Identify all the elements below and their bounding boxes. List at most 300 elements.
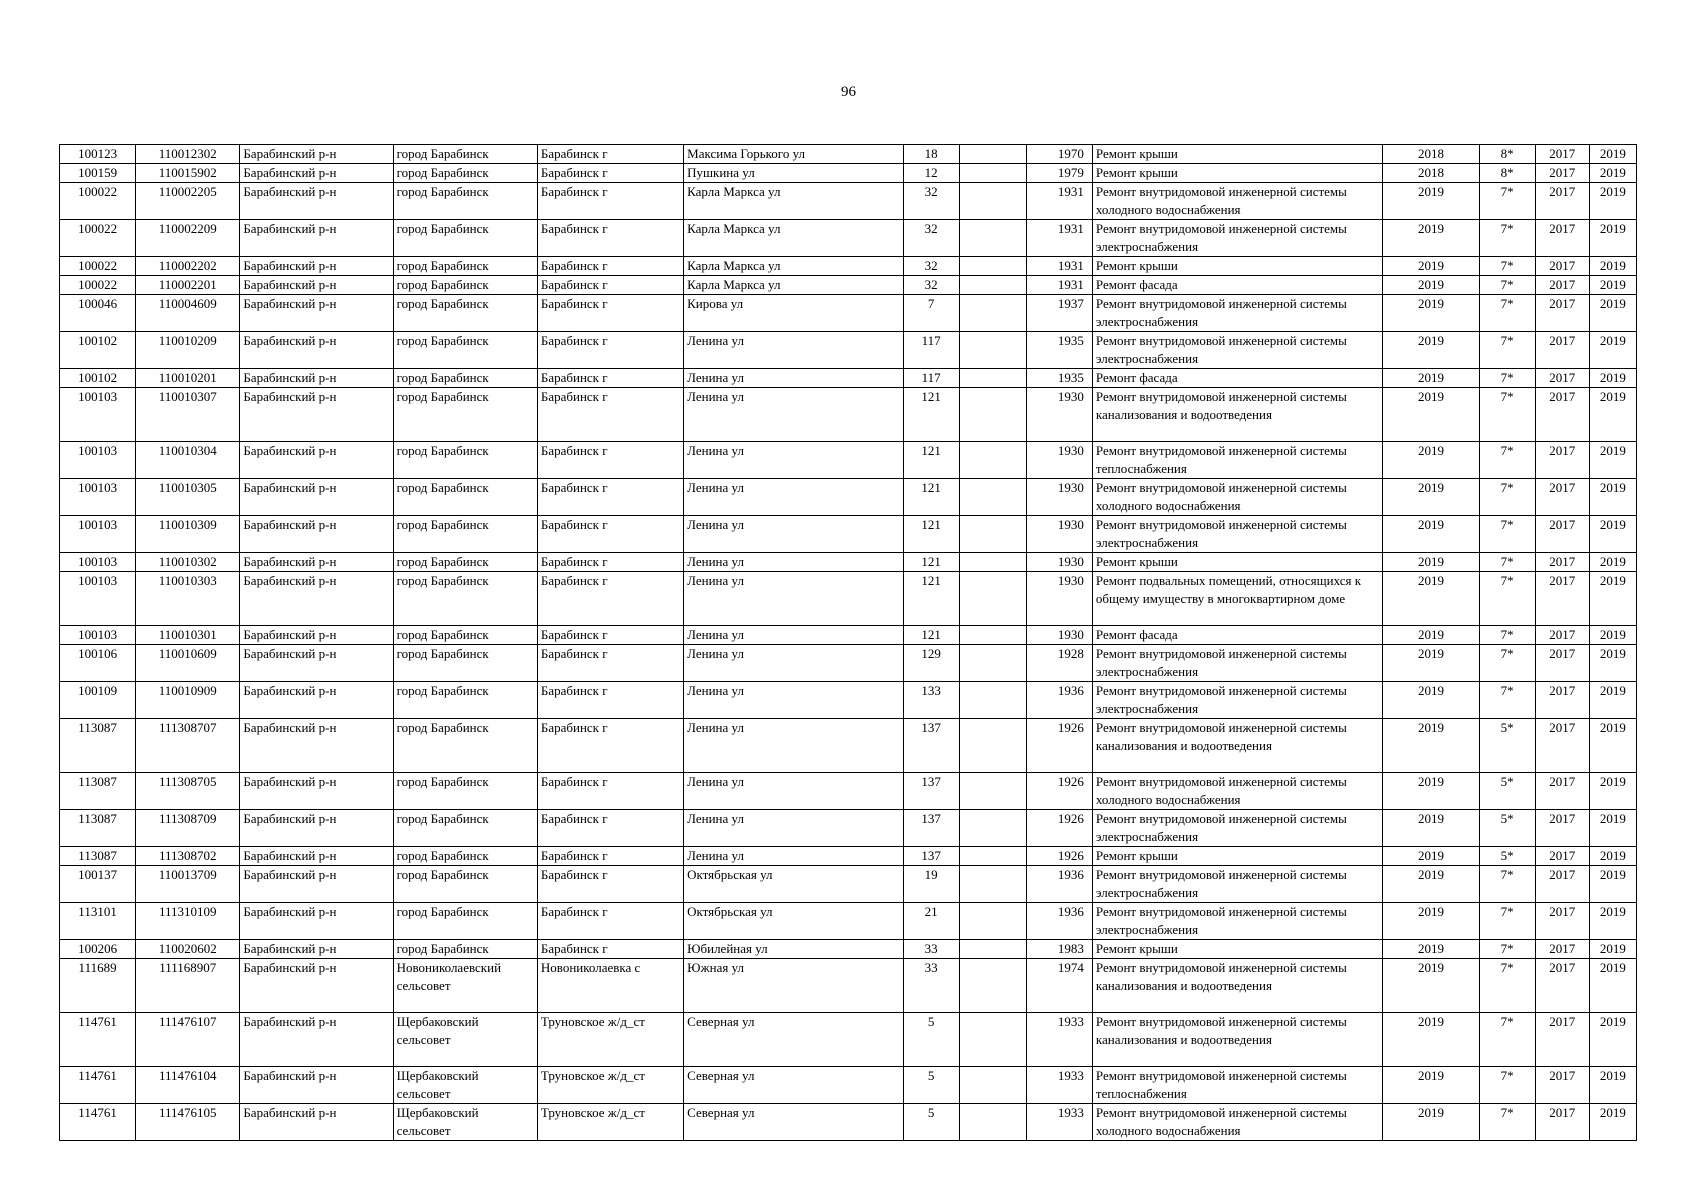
cell-plan-year: 2019 <box>1383 220 1479 257</box>
table-row <box>60 479 1637 516</box>
cell-priority: 8* <box>1479 164 1535 183</box>
cell-period-start: 2017 <box>1535 332 1589 369</box>
table-row <box>60 810 1637 847</box>
cell-house-number: 5 <box>903 1013 959 1067</box>
cell-building <box>959 682 1026 719</box>
cell-municipality: Щербаковский сельсовет <box>393 1104 537 1141</box>
cell-building <box>959 553 1026 572</box>
cell-building <box>959 332 1026 369</box>
cell-municipality: Щербаковский сельсовет <box>393 1013 537 1067</box>
cell-priority: 7* <box>1479 645 1535 682</box>
cell-period-start: 2017 <box>1535 572 1589 626</box>
cell-building <box>959 145 1026 164</box>
cell-period-start: 2017 <box>1535 940 1589 959</box>
cell-work-id: 110010302 <box>136 553 240 572</box>
cell-house-id: 100123 <box>60 145 136 164</box>
cell-plan-year: 2019 <box>1383 553 1479 572</box>
cell-work-id: 111476105 <box>136 1104 240 1141</box>
cell-period-end: 2019 <box>1589 220 1636 257</box>
cell-house-id: 100159 <box>60 164 136 183</box>
cell-house-number: 121 <box>903 516 959 553</box>
cell-district: Барабинский р-н <box>240 645 393 682</box>
cell-priority: 7* <box>1479 295 1535 332</box>
cell-work-id: 110015902 <box>136 164 240 183</box>
cell-priority: 5* <box>1479 773 1535 810</box>
cell-period-end: 2019 <box>1589 164 1636 183</box>
cell-year-built: 1928 <box>1026 645 1092 682</box>
cell-house-number: 121 <box>903 442 959 479</box>
cell-settlement: Барабинск г <box>537 516 683 553</box>
cell-plan-year: 2019 <box>1383 773 1479 810</box>
cell-municipality: Новониколаевский сельсовет <box>393 959 537 1013</box>
cell-work-type: Ремонт подвальных помещений, относящихся к общему имуществу в многоквартирном доме <box>1092 572 1383 626</box>
cell-house-number: 32 <box>903 220 959 257</box>
table-row <box>60 773 1637 810</box>
cell-house-number: 129 <box>903 645 959 682</box>
cell-year-built: 1926 <box>1026 719 1092 773</box>
cell-settlement: Труновское ж/д_ст <box>537 1104 683 1141</box>
cell-work-type: Ремонт крыши <box>1092 145 1383 164</box>
cell-street: Ленина ул <box>684 516 903 553</box>
cell-house-number: 21 <box>903 903 959 940</box>
cell-work-type: Ремонт фасада <box>1092 626 1383 645</box>
cell-house-id: 100103 <box>60 479 136 516</box>
cell-building <box>959 220 1026 257</box>
cell-work-id: 110010909 <box>136 682 240 719</box>
cell-work-type: Ремонт крыши <box>1092 257 1383 276</box>
cell-period-end: 2019 <box>1589 645 1636 682</box>
cell-building <box>959 572 1026 626</box>
cell-period-start: 2017 <box>1535 479 1589 516</box>
cell-house-id: 113087 <box>60 773 136 810</box>
cell-period-end: 2019 <box>1589 442 1636 479</box>
cell-priority: 7* <box>1479 442 1535 479</box>
table-row <box>60 332 1637 369</box>
cell-priority: 7* <box>1479 332 1535 369</box>
cell-district: Барабинский р-н <box>240 773 393 810</box>
cell-work-id: 110010303 <box>136 572 240 626</box>
cell-year-built: 1974 <box>1026 959 1092 1013</box>
cell-period-end: 2019 <box>1589 332 1636 369</box>
cell-plan-year: 2019 <box>1383 257 1479 276</box>
cell-priority: 7* <box>1479 1104 1535 1141</box>
cell-house-id: 100022 <box>60 183 136 220</box>
cell-district: Барабинский р-н <box>240 164 393 183</box>
cell-street: Карла Маркса ул <box>684 220 903 257</box>
cell-priority: 7* <box>1479 276 1535 295</box>
cell-settlement: Барабинск г <box>537 645 683 682</box>
cell-period-end: 2019 <box>1589 626 1636 645</box>
cell-building <box>959 940 1026 959</box>
cell-priority: 7* <box>1479 183 1535 220</box>
table-row <box>60 164 1637 183</box>
cell-year-built: 1930 <box>1026 442 1092 479</box>
cell-house-number: 5 <box>903 1067 959 1104</box>
cell-year-built: 1931 <box>1026 276 1092 295</box>
cell-priority: 5* <box>1479 847 1535 866</box>
cell-priority: 7* <box>1479 959 1535 1013</box>
cell-house-number: 33 <box>903 959 959 1013</box>
table-row <box>60 220 1637 257</box>
cell-municipality: город Барабинск <box>393 516 537 553</box>
cell-house-id: 100109 <box>60 682 136 719</box>
cell-year-built: 1983 <box>1026 940 1092 959</box>
cell-district: Барабинский р-н <box>240 810 393 847</box>
cell-work-type: Ремонт фасада <box>1092 276 1383 295</box>
cell-priority: 7* <box>1479 516 1535 553</box>
cell-district: Барабинский р-н <box>240 719 393 773</box>
cell-house-id: 100137 <box>60 866 136 903</box>
cell-year-built: 1930 <box>1026 388 1092 442</box>
cell-work-type: Ремонт внутридомовой инженерной системы электроснабжения <box>1092 903 1383 940</box>
cell-municipality: город Барабинск <box>393 276 537 295</box>
table-row <box>60 276 1637 295</box>
cell-house-id: 114761 <box>60 1013 136 1067</box>
cell-municipality: город Барабинск <box>393 773 537 810</box>
cell-settlement: Барабинск г <box>537 442 683 479</box>
cell-plan-year: 2019 <box>1383 183 1479 220</box>
cell-house-number: 7 <box>903 295 959 332</box>
cell-work-id: 110010307 <box>136 388 240 442</box>
cell-district: Барабинский р-н <box>240 866 393 903</box>
cell-period-start: 2017 <box>1535 1067 1589 1104</box>
cell-priority: 7* <box>1479 369 1535 388</box>
table-row <box>60 719 1637 773</box>
cell-year-built: 1931 <box>1026 257 1092 276</box>
table-row <box>60 1067 1637 1104</box>
cell-street: Северная ул <box>684 1067 903 1104</box>
cell-building <box>959 164 1026 183</box>
cell-house-id: 100103 <box>60 442 136 479</box>
cell-building <box>959 1067 1026 1104</box>
cell-settlement: Барабинск г <box>537 220 683 257</box>
cell-municipality: город Барабинск <box>393 388 537 442</box>
cell-work-id: 111308705 <box>136 773 240 810</box>
cell-period-start: 2017 <box>1535 553 1589 572</box>
cell-municipality: город Барабинск <box>393 183 537 220</box>
cell-period-end: 2019 <box>1589 940 1636 959</box>
cell-priority: 7* <box>1479 1067 1535 1104</box>
cell-house-number: 121 <box>903 626 959 645</box>
cell-year-built: 1930 <box>1026 516 1092 553</box>
cell-building <box>959 388 1026 442</box>
cell-district: Барабинский р-н <box>240 332 393 369</box>
cell-settlement: Труновское ж/д_ст <box>537 1013 683 1067</box>
cell-plan-year: 2019 <box>1383 1013 1479 1067</box>
table-row <box>60 959 1637 1013</box>
cell-plan-year: 2019 <box>1383 645 1479 682</box>
cell-house-number: 18 <box>903 145 959 164</box>
cell-municipality: город Барабинск <box>393 164 537 183</box>
cell-settlement: Барабинск г <box>537 773 683 810</box>
cell-year-built: 1936 <box>1026 903 1092 940</box>
cell-year-built: 1930 <box>1026 572 1092 626</box>
cell-period-start: 2017 <box>1535 369 1589 388</box>
cell-street: Ленина ул <box>684 626 903 645</box>
cell-period-end: 2019 <box>1589 257 1636 276</box>
cell-year-built: 1931 <box>1026 183 1092 220</box>
cell-plan-year: 2019 <box>1383 479 1479 516</box>
cell-year-built: 1926 <box>1026 847 1092 866</box>
cell-work-id: 111308709 <box>136 810 240 847</box>
cell-settlement: Барабинск г <box>537 719 683 773</box>
cell-municipality: город Барабинск <box>393 479 537 516</box>
cell-building <box>959 903 1026 940</box>
cell-year-built: 1926 <box>1026 773 1092 810</box>
cell-house-id: 100103 <box>60 572 136 626</box>
cell-year-built: 1930 <box>1026 553 1092 572</box>
cell-work-id: 110010304 <box>136 442 240 479</box>
cell-period-start: 2017 <box>1535 388 1589 442</box>
cell-building <box>959 847 1026 866</box>
cell-priority: 8* <box>1479 145 1535 164</box>
cell-settlement: Барабинск г <box>537 903 683 940</box>
cell-building <box>959 479 1026 516</box>
cell-building <box>959 645 1026 682</box>
cell-priority: 7* <box>1479 626 1535 645</box>
cell-house-number: 32 <box>903 183 959 220</box>
table-row <box>60 369 1637 388</box>
cell-district: Барабинский р-н <box>240 903 393 940</box>
cell-street: Кирова ул <box>684 295 903 332</box>
cell-building <box>959 295 1026 332</box>
cell-work-id: 111310109 <box>136 903 240 940</box>
cell-plan-year: 2019 <box>1383 572 1479 626</box>
cell-house-id: 100206 <box>60 940 136 959</box>
cell-year-built: 1935 <box>1026 369 1092 388</box>
cell-municipality: Щербаковский сельсовет <box>393 1067 537 1104</box>
cell-period-start: 2017 <box>1535 145 1589 164</box>
table-row <box>60 442 1637 479</box>
cell-work-type: Ремонт фасада <box>1092 369 1383 388</box>
cell-house-number: 133 <box>903 682 959 719</box>
cell-plan-year: 2019 <box>1383 1104 1479 1141</box>
cell-street: Карла Маркса ул <box>684 276 903 295</box>
cell-work-type: Ремонт внутридомовой инженерной системы электроснабжения <box>1092 332 1383 369</box>
cell-settlement: Барабинск г <box>537 847 683 866</box>
cell-building <box>959 773 1026 810</box>
cell-house-id: 113087 <box>60 810 136 847</box>
cell-period-end: 2019 <box>1589 183 1636 220</box>
cell-house-id: 100046 <box>60 295 136 332</box>
table-row <box>60 516 1637 553</box>
cell-work-id: 111476104 <box>136 1067 240 1104</box>
cell-work-type: Ремонт внутридомовой инженерной системы электроснабжения <box>1092 220 1383 257</box>
cell-municipality: город Барабинск <box>393 719 537 773</box>
cell-settlement: Барабинск г <box>537 388 683 442</box>
cell-house-number: 137 <box>903 773 959 810</box>
cell-period-end: 2019 <box>1589 572 1636 626</box>
cell-work-type: Ремонт внутридомовой инженерной системы теплоснабжения <box>1092 1067 1383 1104</box>
cell-house-id: 100022 <box>60 276 136 295</box>
cell-plan-year: 2019 <box>1383 369 1479 388</box>
cell-period-end: 2019 <box>1589 959 1636 1013</box>
repair-schedule-table <box>59 144 1637 1141</box>
cell-year-built: 1936 <box>1026 682 1092 719</box>
cell-period-start: 2017 <box>1535 295 1589 332</box>
cell-priority: 5* <box>1479 719 1535 773</box>
cell-work-id: 110013709 <box>136 866 240 903</box>
cell-plan-year: 2019 <box>1383 682 1479 719</box>
cell-municipality: город Барабинск <box>393 295 537 332</box>
cell-priority: 7* <box>1479 257 1535 276</box>
cell-district: Барабинский р-н <box>240 479 393 516</box>
cell-plan-year: 2019 <box>1383 332 1479 369</box>
cell-municipality: город Барабинск <box>393 940 537 959</box>
cell-work-type: Ремонт внутридомовой инженерной системы холодного водоснабжения <box>1092 183 1383 220</box>
cell-work-type: Ремонт внутридомовой инженерной системы электроснабжения <box>1092 810 1383 847</box>
table-row <box>60 572 1637 626</box>
cell-work-id: 111308707 <box>136 719 240 773</box>
cell-street: Ленина ул <box>684 572 903 626</box>
cell-period-start: 2017 <box>1535 257 1589 276</box>
cell-work-id: 110002202 <box>136 257 240 276</box>
cell-work-id: 110010301 <box>136 626 240 645</box>
cell-work-type: Ремонт внутридомовой инженерной системы холодного водоснабжения <box>1092 1104 1383 1141</box>
cell-period-start: 2017 <box>1535 682 1589 719</box>
table-row <box>60 645 1637 682</box>
cell-settlement: Барабинск г <box>537 257 683 276</box>
cell-street: Ленина ул <box>684 682 903 719</box>
cell-plan-year: 2019 <box>1383 903 1479 940</box>
cell-house-number: 117 <box>903 332 959 369</box>
cell-plan-year: 2019 <box>1383 626 1479 645</box>
cell-work-id: 110002205 <box>136 183 240 220</box>
cell-district: Барабинский р-н <box>240 940 393 959</box>
cell-period-start: 2017 <box>1535 516 1589 553</box>
cell-year-built: 1931 <box>1026 220 1092 257</box>
cell-settlement: Барабинск г <box>537 332 683 369</box>
cell-house-number: 137 <box>903 810 959 847</box>
cell-municipality: город Барабинск <box>393 866 537 903</box>
cell-period-end: 2019 <box>1589 369 1636 388</box>
cell-priority: 7* <box>1479 1013 1535 1067</box>
cell-period-start: 2017 <box>1535 442 1589 479</box>
cell-street: Октябрьская ул <box>684 866 903 903</box>
table-row <box>60 553 1637 572</box>
table-row <box>60 626 1637 645</box>
cell-house-id: 100103 <box>60 388 136 442</box>
cell-district: Барабинский р-н <box>240 257 393 276</box>
cell-work-type: Ремонт внутридомовой инженерной системы электроснабжения <box>1092 295 1383 332</box>
cell-work-type: Ремонт крыши <box>1092 847 1383 866</box>
cell-building <box>959 719 1026 773</box>
cell-period-end: 2019 <box>1589 847 1636 866</box>
table-row <box>60 866 1637 903</box>
table-row <box>60 183 1637 220</box>
cell-period-end: 2019 <box>1589 810 1636 847</box>
cell-district: Барабинский р-н <box>240 847 393 866</box>
cell-settlement: Барабинск г <box>537 866 683 903</box>
cell-building <box>959 257 1026 276</box>
cell-period-end: 2019 <box>1589 479 1636 516</box>
cell-house-id: 100103 <box>60 626 136 645</box>
cell-period-end: 2019 <box>1589 719 1636 773</box>
cell-work-type: Ремонт крыши <box>1092 553 1383 572</box>
cell-municipality: город Барабинск <box>393 572 537 626</box>
cell-plan-year: 2019 <box>1383 276 1479 295</box>
table-row <box>60 257 1637 276</box>
cell-period-start: 2017 <box>1535 719 1589 773</box>
cell-work-id: 110004609 <box>136 295 240 332</box>
cell-house-id: 114761 <box>60 1104 136 1141</box>
table-row <box>60 903 1637 940</box>
cell-work-id: 110010609 <box>136 645 240 682</box>
cell-district: Барабинский р-н <box>240 516 393 553</box>
cell-year-built: 1970 <box>1026 145 1092 164</box>
cell-district: Барабинский р-н <box>240 276 393 295</box>
cell-priority: 7* <box>1479 903 1535 940</box>
cell-year-built: 1933 <box>1026 1104 1092 1141</box>
cell-district: Барабинский р-н <box>240 145 393 164</box>
cell-district: Барабинский р-н <box>240 1104 393 1141</box>
cell-plan-year: 2019 <box>1383 516 1479 553</box>
cell-district: Барабинский р-н <box>240 553 393 572</box>
cell-house-id: 113087 <box>60 847 136 866</box>
cell-building <box>959 276 1026 295</box>
cell-street: Ленина ул <box>684 645 903 682</box>
cell-plan-year: 2018 <box>1383 164 1479 183</box>
cell-work-type: Ремонт внутридомовой инженерной системы канализования и водоотведения <box>1092 1013 1383 1067</box>
cell-plan-year: 2019 <box>1383 1067 1479 1104</box>
cell-house-id: 113087 <box>60 719 136 773</box>
cell-period-start: 2017 <box>1535 866 1589 903</box>
cell-plan-year: 2019 <box>1383 810 1479 847</box>
cell-district: Барабинский р-н <box>240 682 393 719</box>
cell-year-built: 1933 <box>1026 1067 1092 1104</box>
cell-settlement: Барабинск г <box>537 145 683 164</box>
cell-period-end: 2019 <box>1589 682 1636 719</box>
cell-settlement: Барабинск г <box>537 553 683 572</box>
cell-period-end: 2019 <box>1589 145 1636 164</box>
cell-work-type: Ремонт крыши <box>1092 164 1383 183</box>
cell-building <box>959 959 1026 1013</box>
cell-settlement: Новониколаевка с <box>537 959 683 1013</box>
cell-year-built: 1933 <box>1026 1013 1092 1067</box>
cell-municipality: город Барабинск <box>393 145 537 164</box>
cell-year-built: 1930 <box>1026 626 1092 645</box>
cell-house-id: 100022 <box>60 257 136 276</box>
cell-period-end: 2019 <box>1589 866 1636 903</box>
cell-period-start: 2017 <box>1535 1013 1589 1067</box>
cell-street: Карла Маркса ул <box>684 257 903 276</box>
cell-house-id: 100102 <box>60 332 136 369</box>
cell-house-id: 100103 <box>60 553 136 572</box>
cell-priority: 7* <box>1479 220 1535 257</box>
cell-municipality: город Барабинск <box>393 645 537 682</box>
cell-work-id: 110002209 <box>136 220 240 257</box>
cell-street: Ленина ул <box>684 388 903 442</box>
cell-work-type: Ремонт внутридомовой инженерной системы канализования и водоотведения <box>1092 719 1383 773</box>
cell-priority: 7* <box>1479 553 1535 572</box>
cell-house-number: 121 <box>903 479 959 516</box>
cell-district: Барабинский р-н <box>240 1013 393 1067</box>
cell-district: Барабинский р-н <box>240 220 393 257</box>
cell-municipality: город Барабинск <box>393 626 537 645</box>
cell-work-id: 111308702 <box>136 847 240 866</box>
table-row <box>60 388 1637 442</box>
cell-period-end: 2019 <box>1589 516 1636 553</box>
cell-street: Северная ул <box>684 1013 903 1067</box>
cell-work-id: 110010201 <box>136 369 240 388</box>
cell-period-start: 2017 <box>1535 276 1589 295</box>
cell-district: Барабинский р-н <box>240 369 393 388</box>
cell-priority: 7* <box>1479 572 1535 626</box>
table-row <box>60 1013 1637 1067</box>
cell-period-end: 2019 <box>1589 295 1636 332</box>
table-row <box>60 145 1637 164</box>
cell-house-id: 113101 <box>60 903 136 940</box>
